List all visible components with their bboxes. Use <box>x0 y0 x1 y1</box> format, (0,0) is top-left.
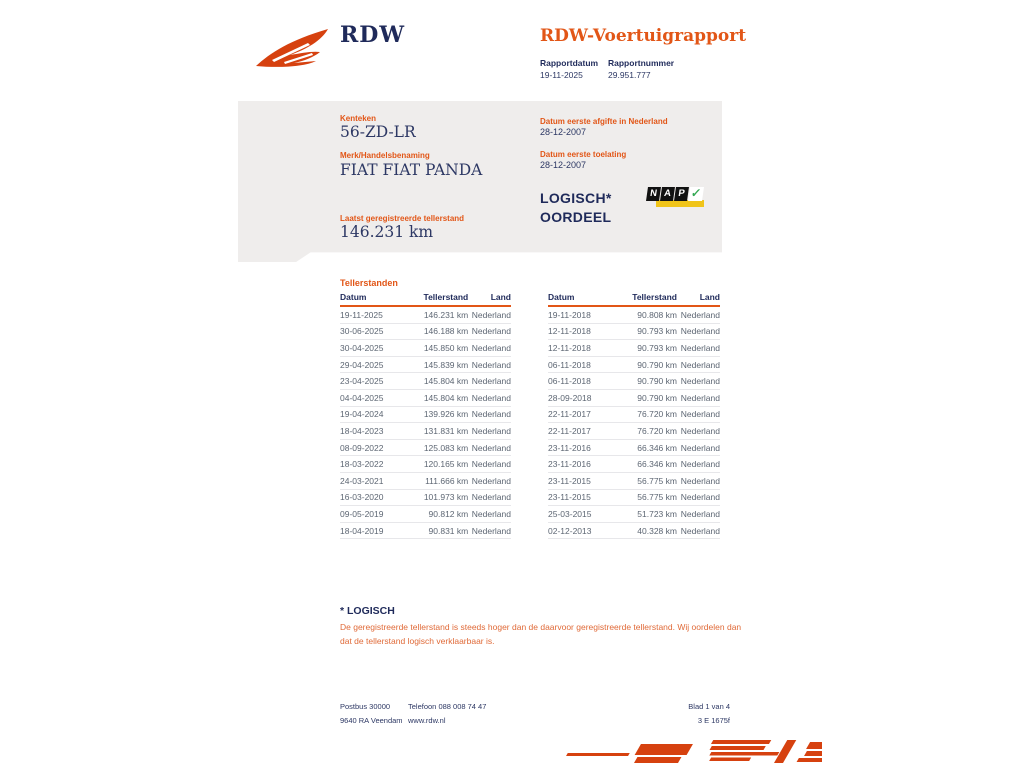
table-cell: Nederland <box>468 423 511 440</box>
table-cell: 131.831 km <box>408 423 468 440</box>
table-cell: 23-11-2016 <box>548 439 617 456</box>
table-cell: Nederland <box>677 489 720 506</box>
table-row <box>548 373 720 390</box>
laatste-tellerstand-value: 146.231 km <box>340 223 434 241</box>
merk-label: Merk/Handelsbenaming <box>340 151 430 160</box>
table-cell: 90.793 km <box>617 323 677 340</box>
table-row <box>548 506 720 523</box>
oordeel-line1: LOGISCH* <box>540 190 612 206</box>
col-land: Land <box>468 290 511 306</box>
eerste-afgifte-label: Datum eerste afgifte in Nederland <box>540 117 668 126</box>
table-row <box>340 373 511 390</box>
tellerstanden-table-right <box>548 290 720 539</box>
table-cell: 51.723 km <box>617 506 677 523</box>
table-cell: 09-05-2019 <box>340 506 408 523</box>
footer-address-line1: Postbus 30000 <box>340 702 391 711</box>
table-row <box>548 522 720 539</box>
table-cell: Nederland <box>677 306 720 323</box>
table-cell: Nederland <box>677 373 720 390</box>
table-cell: 90.831 km <box>408 522 468 539</box>
table-cell: 90.793 km <box>617 340 677 357</box>
laatste-tellerstand-label: Laatst geregistreerde tellerstand <box>340 214 465 223</box>
nap-letter-n: N <box>646 187 661 201</box>
table-cell: Nederland <box>677 389 720 406</box>
table-header <box>340 290 511 306</box>
table-header <box>548 290 720 306</box>
table-cell: 66.346 km <box>617 456 677 473</box>
col-datum: Datum <box>340 290 408 306</box>
rapportnummer-label: Rapportnummer <box>608 58 675 68</box>
eerste-afgifte-value: 28-12-2007 <box>540 127 587 137</box>
table-row <box>340 472 511 489</box>
rdw-logo-wordmark: RDW <box>340 22 406 48</box>
table-cell: Nederland <box>468 389 511 406</box>
table-cell: 12-11-2018 <box>548 323 617 340</box>
table-row <box>340 306 511 323</box>
table-cell: Nederland <box>677 472 720 489</box>
table-row <box>340 356 511 373</box>
table-cell: Nederland <box>468 306 511 323</box>
table-cell: 101.973 km <box>408 489 468 506</box>
table-cell: Nederland <box>468 356 511 373</box>
table-cell: 18-03-2022 <box>340 456 408 473</box>
table-cell: Nederland <box>677 423 720 440</box>
table-cell: 90.812 km <box>408 506 468 523</box>
col-tellerstand: Tellerstand <box>617 290 677 306</box>
table-cell: 145.839 km <box>408 356 468 373</box>
col-datum: Datum <box>548 290 617 306</box>
table-row <box>340 506 511 523</box>
table-cell: 23-11-2015 <box>548 472 617 489</box>
table-cell: 90.790 km <box>617 356 677 373</box>
table-cell: Nederland <box>677 356 720 373</box>
table-row <box>340 522 511 539</box>
table-row <box>340 423 511 440</box>
table-cell: 23-04-2025 <box>340 373 408 390</box>
table-cell: 06-11-2018 <box>548 373 617 390</box>
table-row <box>548 356 720 373</box>
table-cell: 04-04-2025 <box>340 389 408 406</box>
table-cell: 22-11-2017 <box>548 406 617 423</box>
table-row <box>548 489 720 506</box>
rapportdatum-value: 19-11-2025 <box>540 70 583 80</box>
table-cell: 02-12-2013 <box>548 522 617 539</box>
nap-yellow-bar <box>656 200 704 207</box>
table-cell: 23-11-2016 <box>548 456 617 473</box>
footer-page-number: Blad 1 van 4 <box>688 702 730 711</box>
table-cell: 56.775 km <box>617 489 677 506</box>
table-row <box>548 406 720 423</box>
table-cell: 146.231 km <box>408 306 468 323</box>
table-cell: 18-04-2023 <box>340 423 408 440</box>
nap-letter-a: A <box>660 187 675 201</box>
table-row <box>548 306 720 323</box>
eerste-toelating-label: Datum eerste toelating <box>540 150 627 159</box>
table-cell: 139.926 km <box>408 406 468 423</box>
rapportdatum-label: Rapportdatum <box>540 58 599 68</box>
table-cell: 30-04-2025 <box>340 340 408 357</box>
table-cell: 23-11-2015 <box>548 489 617 506</box>
table-cell: Nederland <box>468 340 511 357</box>
table-cell: Nederland <box>677 522 720 539</box>
table-cell: 19-11-2025 <box>340 306 408 323</box>
table-cell: 16-03-2020 <box>340 489 408 506</box>
table-cell: Nederland <box>677 406 720 423</box>
table-cell: Nederland <box>468 373 511 390</box>
table-cell: 90.790 km <box>617 389 677 406</box>
table-row <box>548 389 720 406</box>
table-cell: 40.328 km <box>617 522 677 539</box>
col-tellerstand: Tellerstand <box>408 290 468 306</box>
table-row <box>548 340 720 357</box>
table-row <box>548 423 720 440</box>
table-row <box>548 439 720 456</box>
table-cell: 76.720 km <box>617 423 677 440</box>
footer-phone: Telefoon 088 008 74 47 <box>408 702 487 711</box>
table-cell: 12-11-2018 <box>548 340 617 357</box>
table-cell: 30-06-2025 <box>340 323 408 340</box>
table-cell: Nederland <box>677 456 720 473</box>
table-cell: Nederland <box>468 456 511 473</box>
table-row <box>548 472 720 489</box>
table-cell: Nederland <box>468 489 511 506</box>
bottom-stripes-graphic <box>537 737 822 768</box>
merk-value: FIAT FIAT PANDA <box>340 161 483 179</box>
table-row <box>340 456 511 473</box>
table-cell: 56.775 km <box>617 472 677 489</box>
oordeel-line2: OORDEEL <box>540 209 612 225</box>
table-cell: Nederland <box>468 472 511 489</box>
logisch-explanation-line1: De geregistreerde tellerstand is steeds hoger dan de daarvoor geregistreerde tellerstand. Wij oordelen dan <box>340 622 742 632</box>
table-cell: 25-03-2015 <box>548 506 617 523</box>
table-cell: Nederland <box>468 323 511 340</box>
logisch-explanation-title: * LOGISCH <box>340 605 395 617</box>
nap-check-icon: ✓ <box>688 187 704 201</box>
report-title: RDW-Voertuigrapport <box>540 26 747 46</box>
col-land: Land <box>677 290 720 306</box>
table-cell: 28-09-2018 <box>548 389 617 406</box>
table-cell: 29-04-2025 <box>340 356 408 373</box>
table-row <box>340 389 511 406</box>
table-cell: 111.666 km <box>408 472 468 489</box>
table-cell: 145.804 km <box>408 389 468 406</box>
table-cell: 146.188 km <box>408 323 468 340</box>
table-cell: 145.804 km <box>408 373 468 390</box>
rapportnummer-value: 29.951.777 <box>608 70 651 80</box>
nap-logo <box>647 187 705 209</box>
table-cell: 18-04-2019 <box>340 522 408 539</box>
table-row <box>340 406 511 423</box>
table-cell: 24-03-2021 <box>340 472 408 489</box>
table-cell: Nederland <box>677 340 720 357</box>
table-cell: 19-04-2024 <box>340 406 408 423</box>
footer-address-line2: 9640 RA Veendam <box>340 716 403 725</box>
table-row <box>340 323 511 340</box>
table-row <box>548 456 720 473</box>
table-cell: 120.165 km <box>408 456 468 473</box>
kenteken-label: Kenteken <box>340 114 377 123</box>
table-cell: 90.808 km <box>617 306 677 323</box>
table-cell: 22-11-2017 <box>548 423 617 440</box>
table-row <box>548 323 720 340</box>
table-cell: 66.346 km <box>617 439 677 456</box>
table-row <box>340 489 511 506</box>
table-row <box>340 340 511 357</box>
eerste-toelating-value: 28-12-2007 <box>540 160 587 170</box>
oordeel-text <box>540 189 612 227</box>
table-cell: 08-09-2022 <box>340 439 408 456</box>
logisch-explanation-line2: dat de tellerstand logisch verklaarbaar is. <box>340 636 495 646</box>
footer-website: www.rdw.nl <box>408 716 446 725</box>
kenteken-value: 56-ZD-LR <box>340 123 416 141</box>
tellerstanden-table-left <box>340 290 511 539</box>
table-cell: Nederland <box>468 506 511 523</box>
table-cell: 125.083 km <box>408 439 468 456</box>
table-cell: 76.720 km <box>617 406 677 423</box>
table-cell: Nederland <box>468 522 511 539</box>
nap-letter-p: P <box>674 187 689 201</box>
table-cell: 90.790 km <box>617 373 677 390</box>
table-cell: Nederland <box>677 439 720 456</box>
tellerstanden-title: Tellerstanden <box>340 278 398 288</box>
footer-form-code: 3 E 1675f <box>697 716 730 725</box>
table-cell: Nederland <box>677 323 720 340</box>
table-cell: Nederland <box>468 406 511 423</box>
table-cell: Nederland <box>677 506 720 523</box>
table-cell: Nederland <box>468 439 511 456</box>
rdw-wing-logo-icon <box>254 26 334 72</box>
table-cell: 19-11-2018 <box>548 306 617 323</box>
table-cell: 145.850 km <box>408 340 468 357</box>
table-row <box>340 439 511 456</box>
table-cell: 06-11-2018 <box>548 356 617 373</box>
